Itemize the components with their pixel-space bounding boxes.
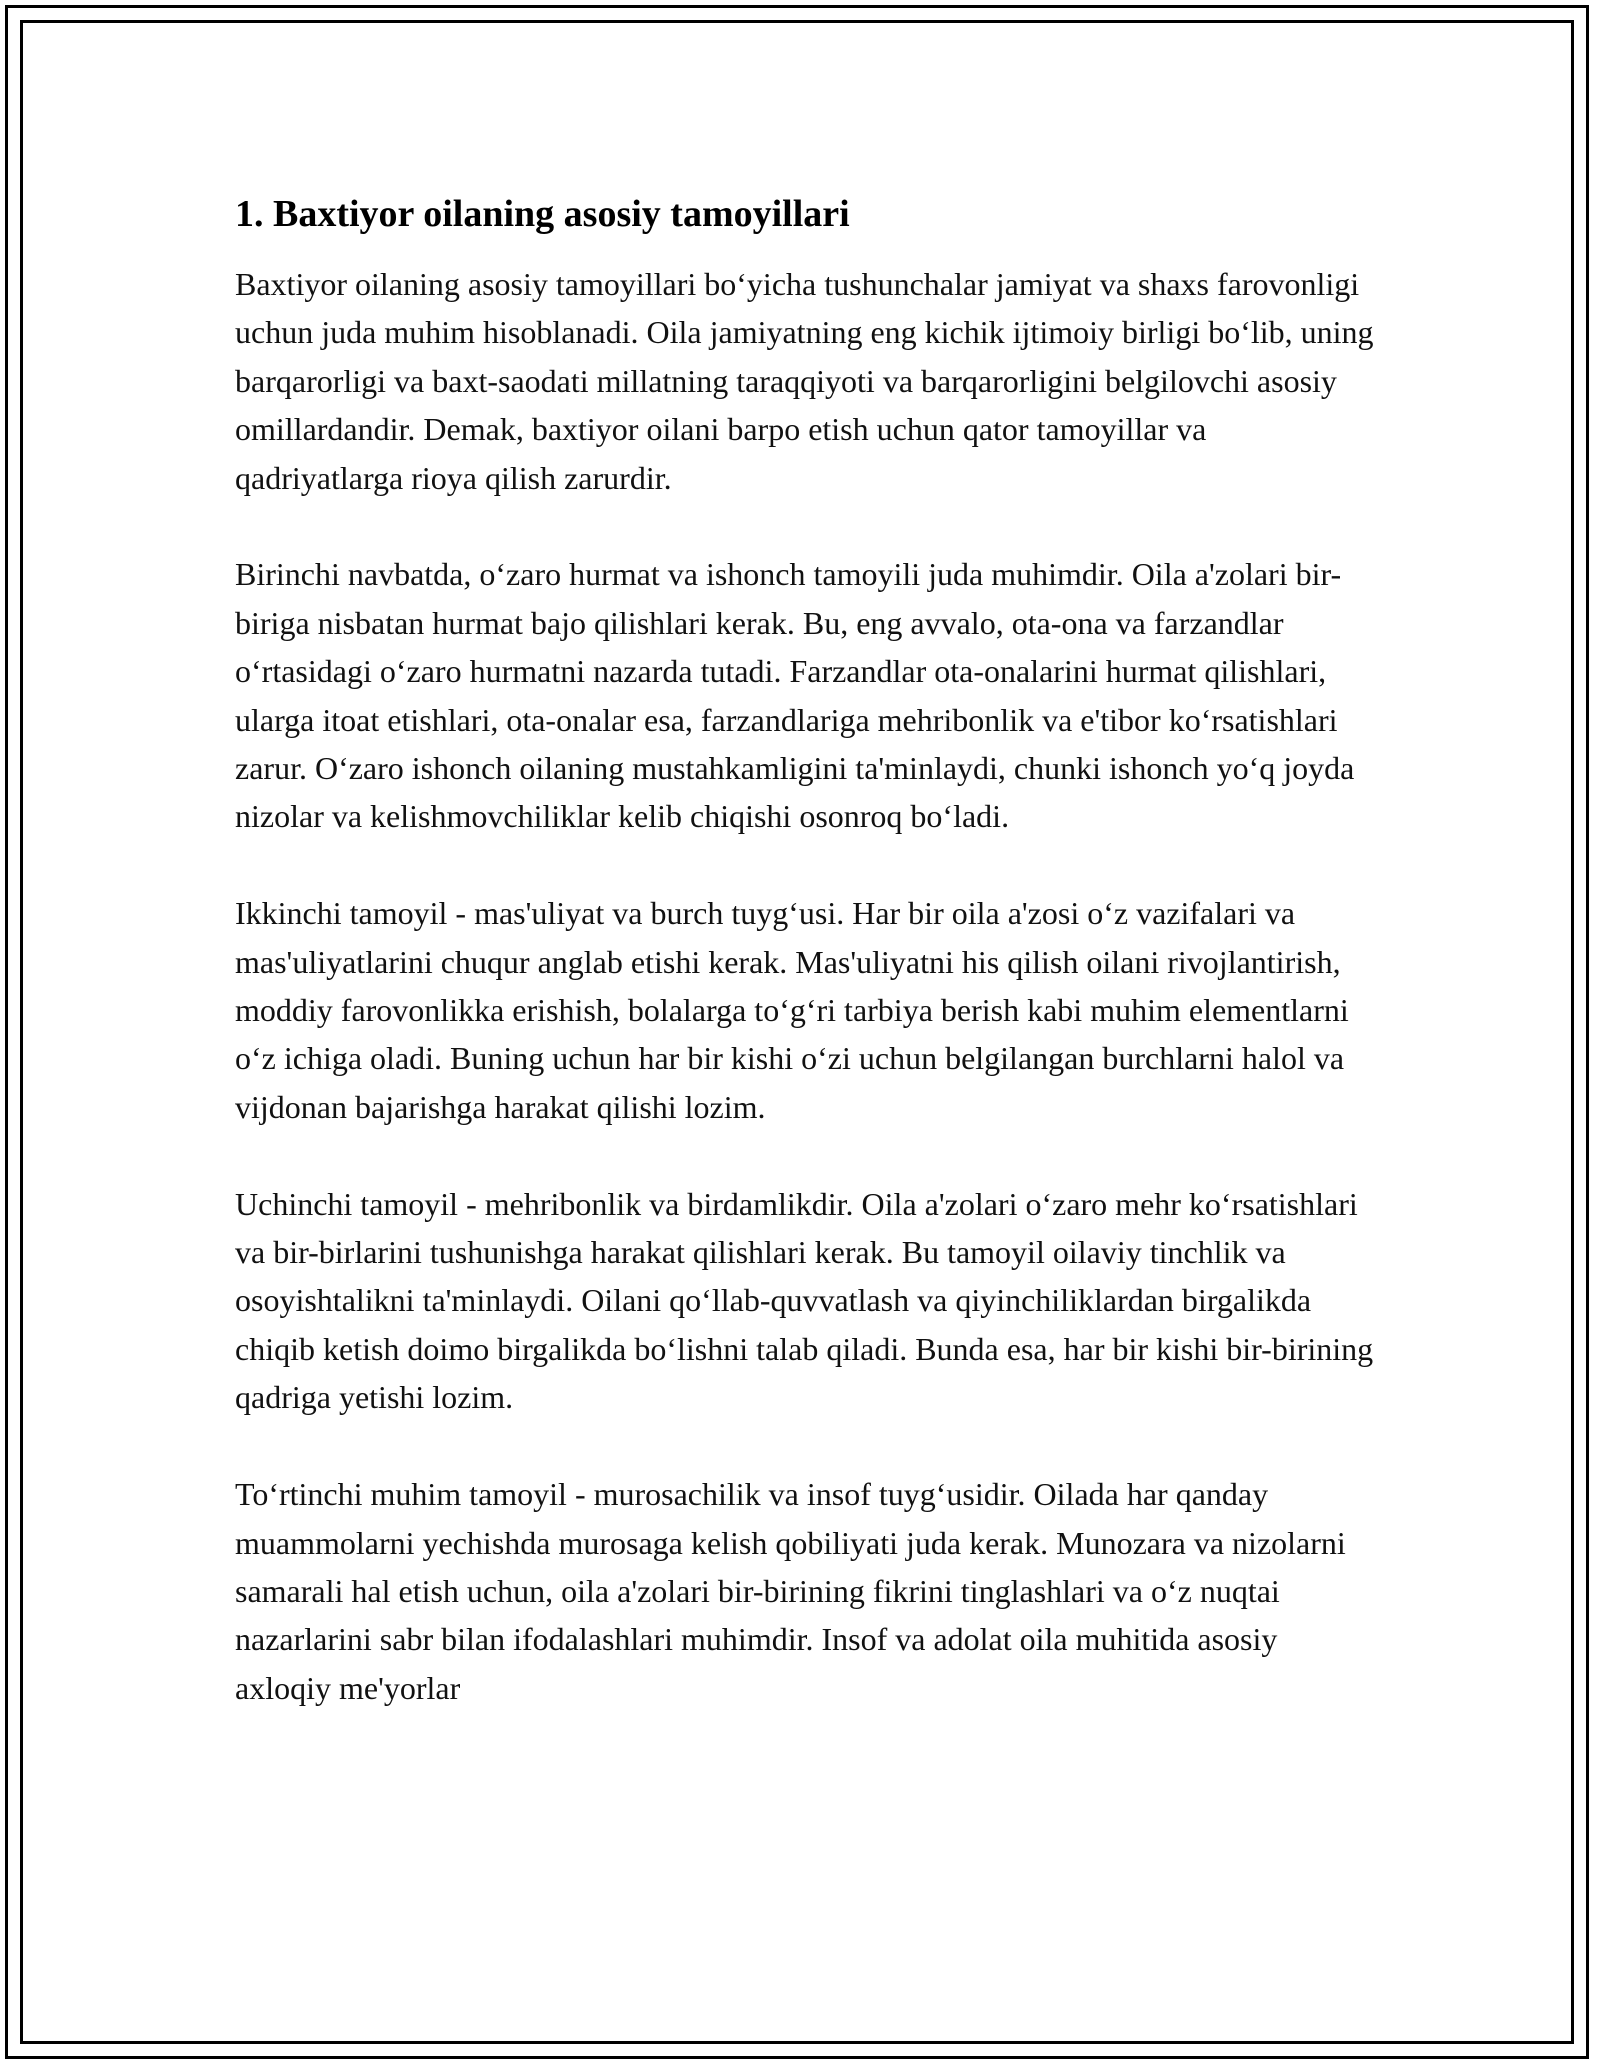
paragraph-intro: Baxtiyor oilaning asosiy tamoyillari bo‘yicha tushunchalar jamiyat va shaxs farovonligi uchun juda muhim hisoblanadi. Oila jamiyatning eng kichik ijtimoiy birligi bo‘lib, uning barqarorligi va baxt-saodati millatning taraqqiyoti va barqarorligini belgilovchi asosiy omillardandir. Demak, baxtiyor oilani barpo etish uchun qator tamoyillar va qadriyatlarga rioya qilish zarurdir.	[235, 266, 1374, 496]
paragraph-fourth-principle: To‘rtinchi muhim tamoyil - murosachilik va insof tuyg‘usidir. Oilada har qanday muammolarni yechishda murosaga kelish qobiliyati juda kerak. Munozara va nizolarni samarali hal etish uchun, oila a'zolari bir-birining fikrini tinglashlari va o‘z nuqtai nazarlarini sabr bilan ifodalashlari muhimdir. Insof va adolat oila muhitida asosiy axloqiy me'yorlar	[235, 1476, 1346, 1706]
paragraph-third-principle: Uchinchi tamoyil - mehribonlik va birdamlikdir. Oila a'zolari o‘zaro mehr ko‘rsatishlari va bir-birlarini tushunishga harakat qilishlari kerak. Bu tamoyil oilaviy tinchlik va osoyishtalikni ta'minlaydi. Oilani qo‘llab-quvvatlash va qiyinchiliklardan birgalikda chiqib ketish doimo birgalikda bo‘lishni talab qiladi. Bunda esa, har bir kishi bir-birining qadriga yetishi lozim.	[235, 1185, 1374, 1416]
paragraph-first-principle: Birinchi navbatda, o‘zaro hurmat va ishonch tamoyili juda muhimdir. Oila a'zolari bir-biriga nisbatan hurmat bajo qilishlari kerak. Bu, eng avvalo, ota-ona va farzandlar o‘rtasidagi o‘zaro hurmatni nazarda tutadi. Farzandlar ota-onalarini hurmat qilishlari, ularga itoat etishlari, ota-onalar esa, farzandlariga mehribonlik va e'tibor ko‘rsatishlari zarur. O‘zaro ishonch oilaning mustahkamligini ta'minlaydi, chunki ishonch yo‘q joyda nizolar va kelishmovchiliklar kelib chiqishi osonroq bo‘ladi.	[235, 556, 1355, 835]
paragraph-second-principle: Ikkinchi tamoyil - mas'uliyat va burch tuyg‘usi. Har bir oila a'zosi o‘z vazifalari va mas'uliyatlarini chuqur anglab etishi kerak. Mas'uliyatni his qilish oilani rivojlantirish, moddiy farovonlikka erishish, bolalarga to‘g‘ri tarbiya berish kabi muhim elementlarni o‘z ichiga oladi. Buning uchun har bir kishi o‘zi uchun belgilangan burchlarni halol va vijdonan bajarishga harakat qilishi lozim.	[235, 895, 1349, 1125]
section-heading: 1. Baxtiyor oilaning asosiy tamoyillari	[235, 193, 850, 235]
document-body	[235, 188, 1375, 1712]
